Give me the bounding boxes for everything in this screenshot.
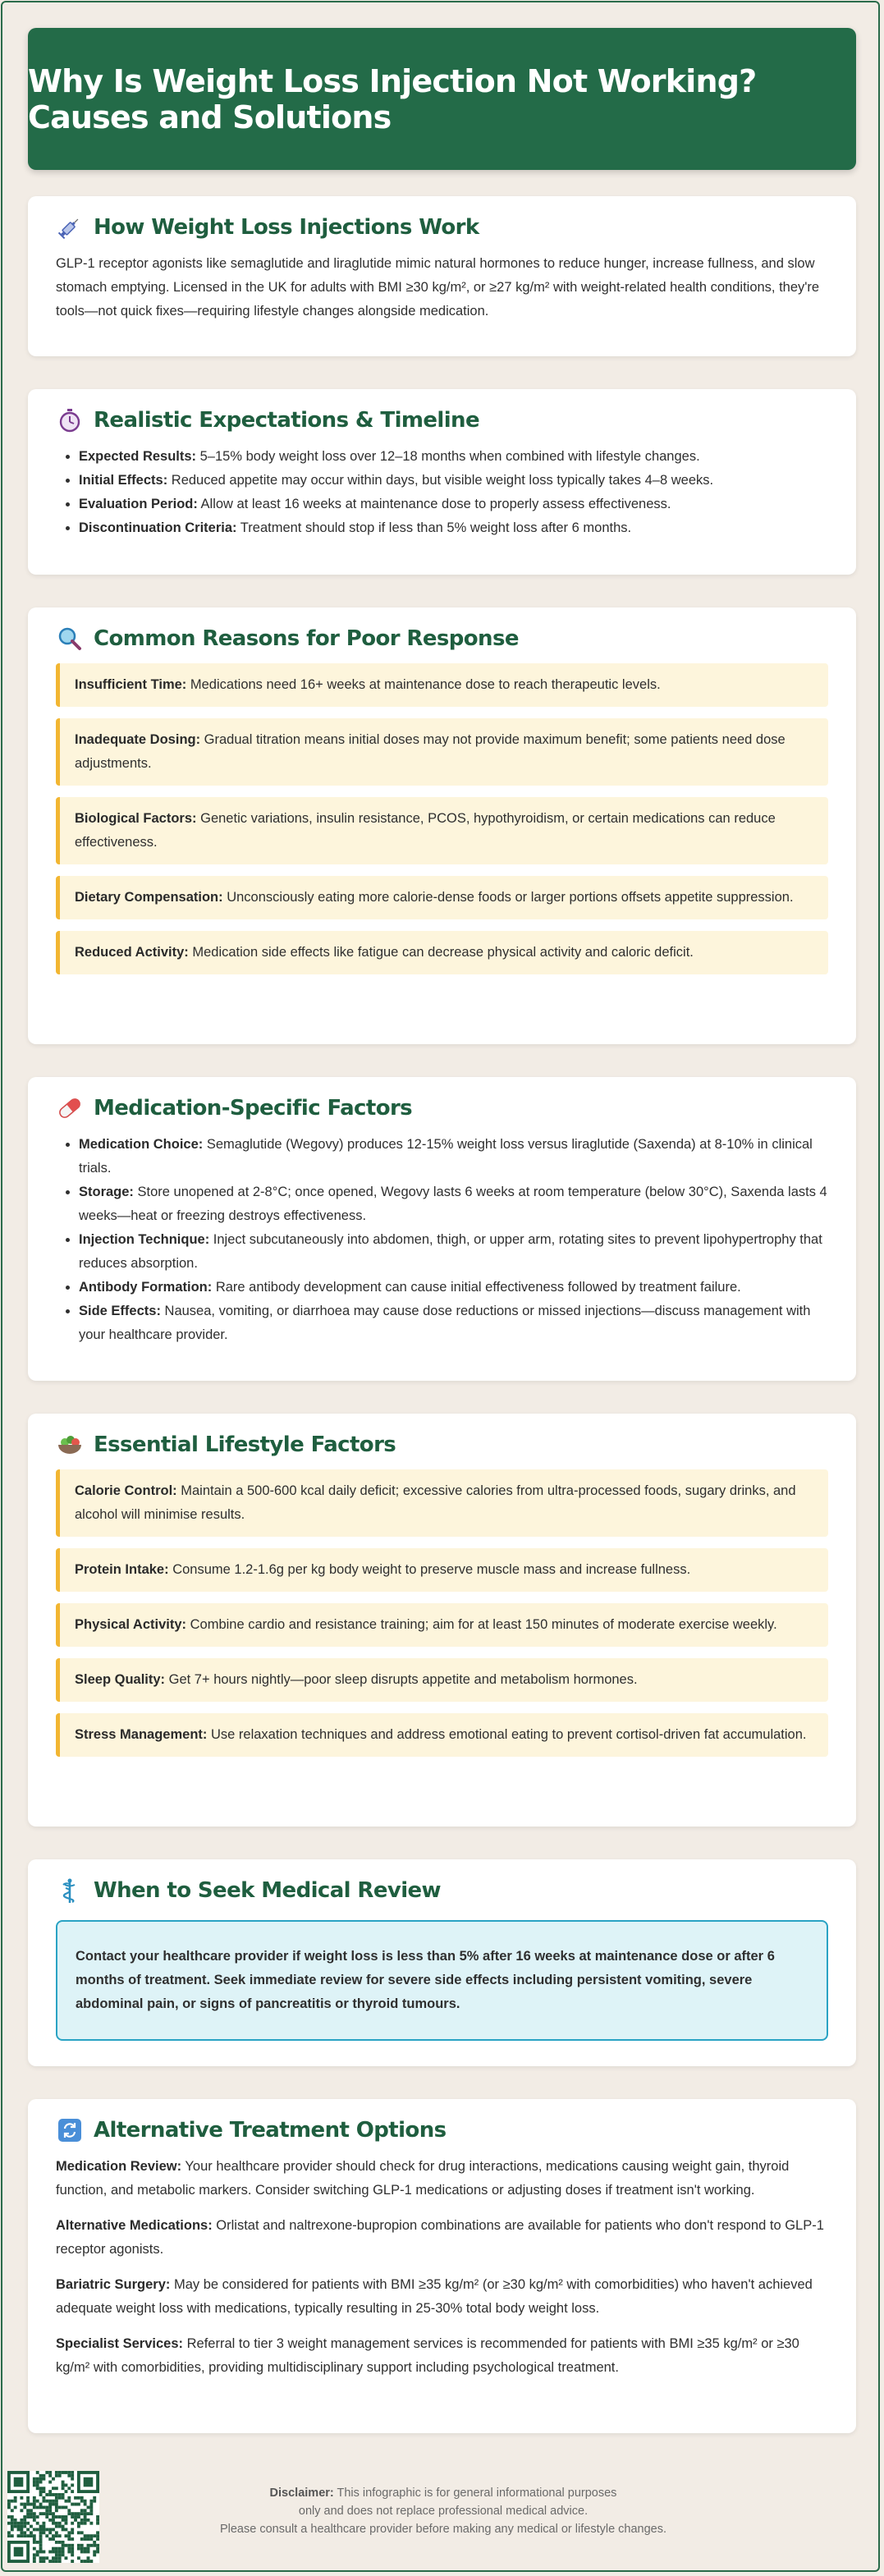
alternative-option: Specialist Services: Referral to tier 3 weight management services is recommended for patients with BMI ≥35 kg/m² or ≥30 kg/m² with comorbidities, providing multidisciplinary support including psychological treatment.	[56, 2336, 799, 2375]
syringe-icon	[56, 214, 84, 241]
section-alternatives	[28, 2099, 856, 2433]
reason-card: Reduced Activity: Medication side effects like fatigue can decrease physical activity and caloric deficit.	[56, 931, 828, 974]
section-expectations	[28, 389, 856, 575]
section-header	[56, 1877, 828, 1904]
section-header	[56, 214, 828, 241]
expectations-list	[56, 445, 828, 540]
list-item: • Medication Choice: Semaglutide (Wegovy) produces 12-15% weight loss versus liraglutide (Saxenda) at 8-10% in clinical trials.	[79, 1133, 828, 1180]
reason-card: Dietary Compensation: Unconsciously eating more calorie-dense foods or larger portions offsets appetite suppression.	[56, 876, 828, 919]
list-item: • Evaluation Period: Allow at least 16 weeks at maintenance dose to properly assess effectiveness.	[79, 493, 828, 516]
section-body-text: GLP-1 receptor agonists like semaglutide and liraglutide mimic natural hormones to reduce hunger, increase fullness, and slow stomach emptying. Licensed in the UK for adults with BMI ≥30 kg/m², or ≥27 kg/m² with weight-related health conditions, they're tools—not quick fixes—requiring lifestyle changes alongside medication.	[56, 256, 820, 319]
section-heading: When to Seek Medical Review	[94, 1878, 441, 1903]
section-heading: Alternative Treatment Options	[94, 2118, 447, 2143]
section-how-injections-work	[28, 196, 856, 356]
lifestyle-card: Sleep Quality: Get 7+ hours nightly—poor sleep disrupts appetite and metabolism hormones.	[56, 1658, 828, 1702]
section-heading: Medication-Specific Factors	[94, 1096, 413, 1121]
lifestyle-card: Calorie Control: Maintain a 500-600 kcal daily deficit; excessive calories from ultra-processed foods, sugary drinks, and alcohol will minimise results.	[56, 1469, 828, 1537]
list-item: • Storage: Store unopened at 2-8°C; once opened, Wegovy lasts 6 weeks at room temperature (below 30°C), Saxenda lasts 4 weeks—heat or freezing destroys effectiveness.	[79, 1180, 828, 1228]
reason-card: Inadequate Dosing: Gradual titration means initial doses may not provide maximum benefit; some patients need dose adjustments.	[56, 718, 828, 786]
section-header	[56, 407, 828, 433]
section-poor-response	[28, 607, 856, 1044]
section-heading: How Weight Loss Injections Work	[94, 215, 479, 240]
medication-factors-list	[56, 1133, 828, 1347]
reason-card: Insufficient Time: Medications need 16+ weeks at maintenance dose to reach therapeutic levels.	[56, 663, 828, 707]
list-item: • Antibody Formation: Rare antibody development can cause initial effectiveness followed by treatment failure.	[79, 1276, 828, 1299]
list-item: • Injection Technique: Inject subcutaneously into abdomen, thigh, or upper arm, rotating sites to prevent lipohypertrophy that reduces absorption.	[79, 1228, 828, 1276]
list-item: • Discontinuation Criteria: Treatment should stop if less than 5% weight loss after 6 months.	[79, 516, 828, 540]
alternative-option: Medication Review: Your healthcare provider should check for drug interactions, medications causing weight gain, thyroid function, and metabolic markers. Consider switching GLP-1 medications or adjusting doses if treatment isn't working.	[56, 2159, 790, 2198]
reason-card: Biological Factors: Genetic variations, insulin resistance, PCOS, hypothyroidism, or certain medications can reduce effectiveness.	[56, 797, 828, 864]
alternative-option: Alternative Medications: Orlistat and naltrexone-bupropion combinations are available for patients who don't respond to GLP-1 receptor agonists.	[56, 2218, 824, 2257]
lifestyle-card: Physical Activity: Combine cardio and resistance training; aim for at least 150 minutes of moderate exercise weekly.	[56, 1603, 828, 1647]
medical-review-alert: Contact your healthcare provider if weight loss is less than 5% after 16 weeks at maintenance dose or after 6 months of treatment. Seek immediate review for severe side effects including persistent vomiting, severe abdominal pain, or signs of pancreatitis or thyroid tumours.	[56, 1920, 828, 2041]
section-lifestyle-factors	[28, 1414, 856, 1827]
stopwatch-icon	[56, 407, 84, 433]
alternative-option: Bariatric Surgery: May be considered for patients with BMI ≥35 kg/m² (or ≥30 kg/m² with comorbidities) who haven't achieved adequate weight loss with medications, typically resulting in 25-30% total body weight loss.	[56, 2277, 813, 2316]
lifestyle-card: Protein Intake: Consume 1.2-1.6g per kg body weight to preserve muscle mass and increase fullness.	[56, 1548, 828, 1592]
list-item: • Initial Effects: Reduced appetite may occur within days, but visible weight loss typically takes 4–8 weeks.	[79, 469, 828, 493]
title-banner	[28, 28, 856, 170]
section-medication-factors	[28, 1077, 856, 1381]
refresh-arrows-icon	[56, 2117, 84, 2143]
medical-caduceus-icon	[56, 1877, 84, 1904]
section-heading: Essential Lifestyle Factors	[94, 1432, 396, 1457]
salad-bowl-icon	[56, 1432, 84, 1458]
section-heading: Common Reasons for Poor Response	[94, 626, 519, 651]
section-header	[56, 1432, 828, 1458]
pill-icon	[56, 1095, 84, 1121]
section-medical-review	[28, 1859, 856, 2066]
disclaimer: Disclaimer: This infographic is for general informational purposes only and does not replace professional medical advice. Please consult a healthcare provider before making any medical or lifestyle changes.	[219, 2487, 667, 2536]
list-item: • Side Effects: Nausea, vomiting, or diarrhoea may cause dose reductions or missed injections—discuss management with your healthcare provider.	[79, 1299, 828, 1347]
magnifier-icon	[56, 626, 84, 652]
section-header	[56, 1095, 828, 1121]
page-title: Why Is Weight Loss Injection Not Working? Causes and Solutions	[28, 62, 757, 135]
section-header	[56, 626, 828, 652]
qr-code-icon[interactable]	[7, 2471, 99, 2563]
section-heading: Realistic Expectations & Timeline	[94, 408, 479, 433]
lifestyle-card: Stress Management: Use relaxation techniques and address emotional eating to prevent cortisol-driven fat accumulation.	[56, 1713, 828, 1757]
section-header	[56, 2117, 828, 2143]
list-item: • Expected Results: 5–15% body weight loss over 12–18 months when combined with lifestyle changes.	[79, 445, 828, 469]
footer	[0, 2471, 884, 2569]
